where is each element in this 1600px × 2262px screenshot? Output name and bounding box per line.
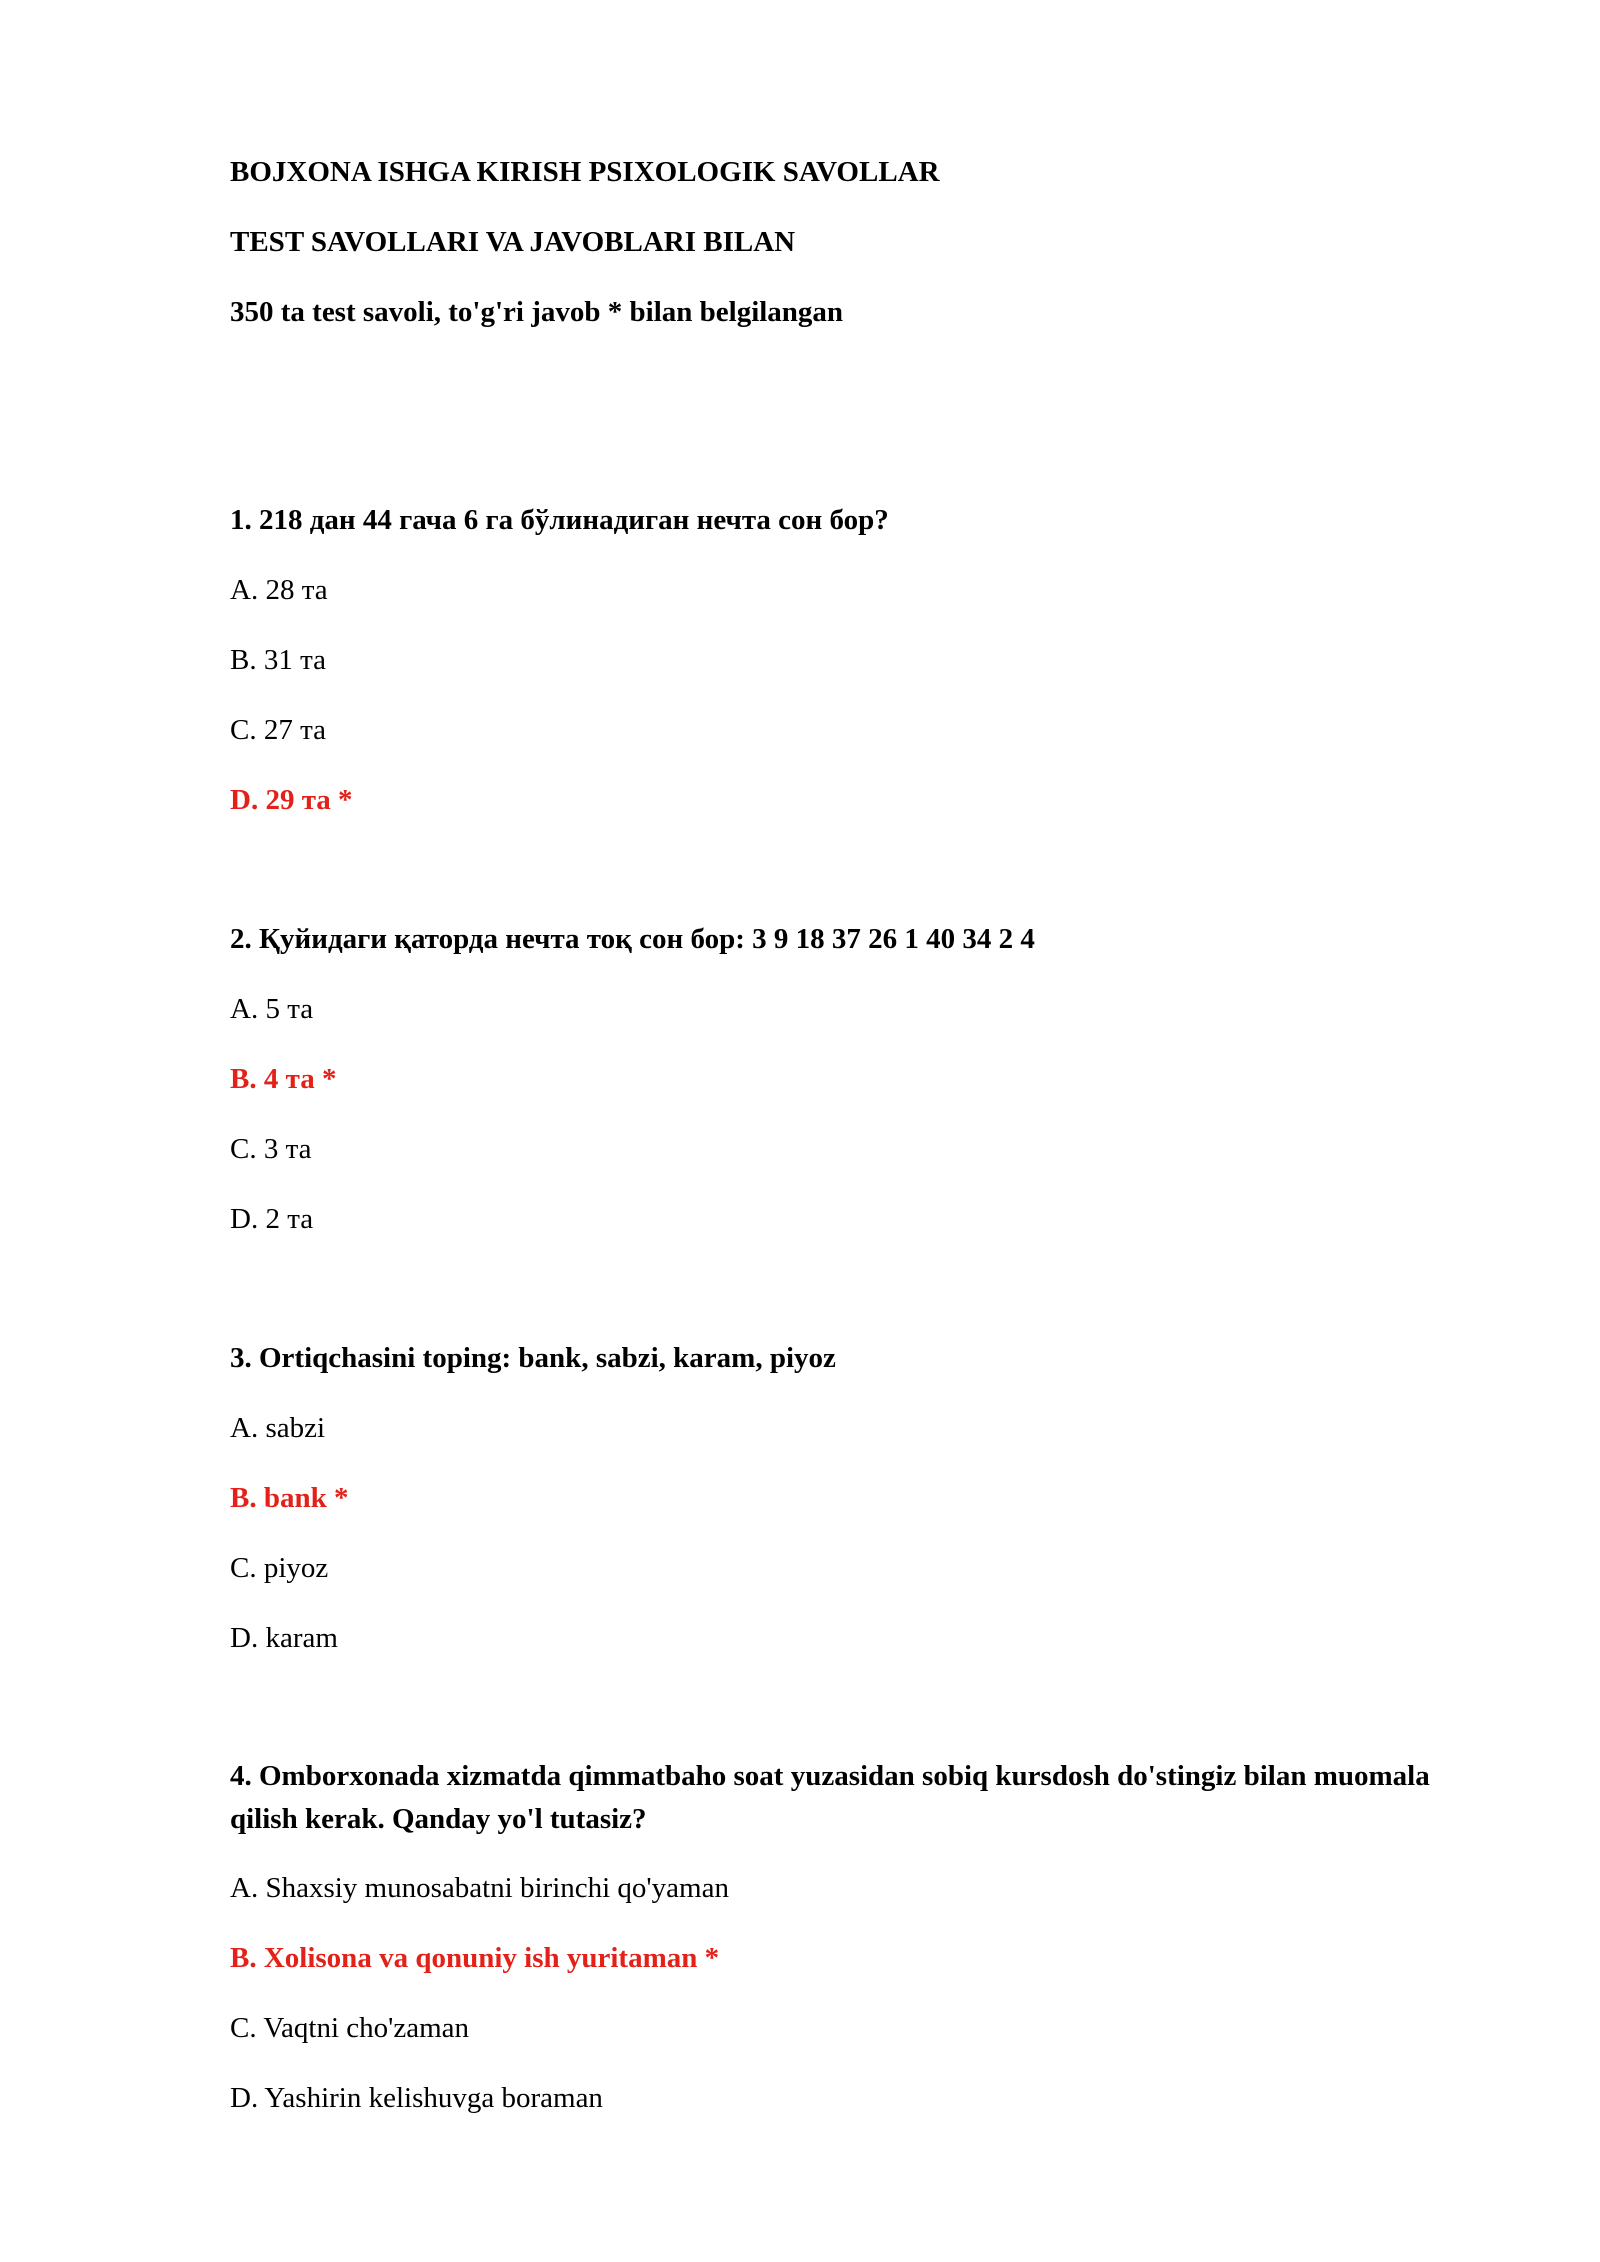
document-title: BOJXONA ISHGA KIRISH PSIXOLOGIK SAVOLLAR	[230, 156, 940, 188]
question-1-option-a: A. 28 та	[230, 574, 328, 606]
question-1-option-c: C. 27 та	[230, 714, 326, 746]
question-4-option-c: C. Vaqtni cho'zaman	[230, 2012, 470, 2044]
question-3-option-a: A. sabzi	[230, 1412, 326, 1444]
question-2-option-c: C. 3 та	[230, 1133, 312, 1165]
question-2-option-a: A. 5 та	[230, 993, 314, 1025]
question-4-text: 4. Omborxonada xizmatda qimmatbaho soat yuzasidan sobiq kursdosh do'stingiz bilan muomala qilish kerak. Qanday yo'l tutasiz?	[230, 1760, 1430, 1835]
question-4-option-b-correct: B. Xolisona va qonuniy ish yuritaman *	[230, 1942, 720, 1974]
question-2-option-b-correct: B. 4 та *	[230, 1063, 337, 1095]
question-1-option-d-correct: D. 29 та *	[230, 784, 353, 816]
document-note: 350 ta test savoli, to'g'ri javob * bilan belgilangan	[230, 296, 844, 328]
question-4-option-d: D. Yashirin kelishuvga boraman	[230, 2082, 603, 2114]
document-subtitle: TEST SAVOLLARI VA JAVOBLARI BILAN	[230, 226, 796, 258]
question-3-option-c: C. piyoz	[230, 1552, 329, 1584]
question-2-option-d: D. 2 та	[230, 1203, 314, 1235]
question-1-option-b: B. 31 та	[230, 644, 326, 676]
question-1-text: 1. 218 дан 44 гача 6 га бўлинадиган нечта сон бор?	[230, 504, 889, 536]
question-4-option-a: A. Shaxsiy munosabatni birinchi qo'yaman	[230, 1872, 729, 1904]
question-2-text: 2. Қуйидаги қаторда нечта тоқ сон бор: 3 9 18 37 26 1 40 34 2 4	[230, 923, 1035, 955]
question-3-text: 3. Ortiqchasini toping: bank, sabzi, karam, piyoz	[230, 1342, 836, 1374]
question-3-option-d: D. karam	[230, 1622, 338, 1654]
question-3-option-b-correct: B. bank *	[230, 1482, 349, 1514]
